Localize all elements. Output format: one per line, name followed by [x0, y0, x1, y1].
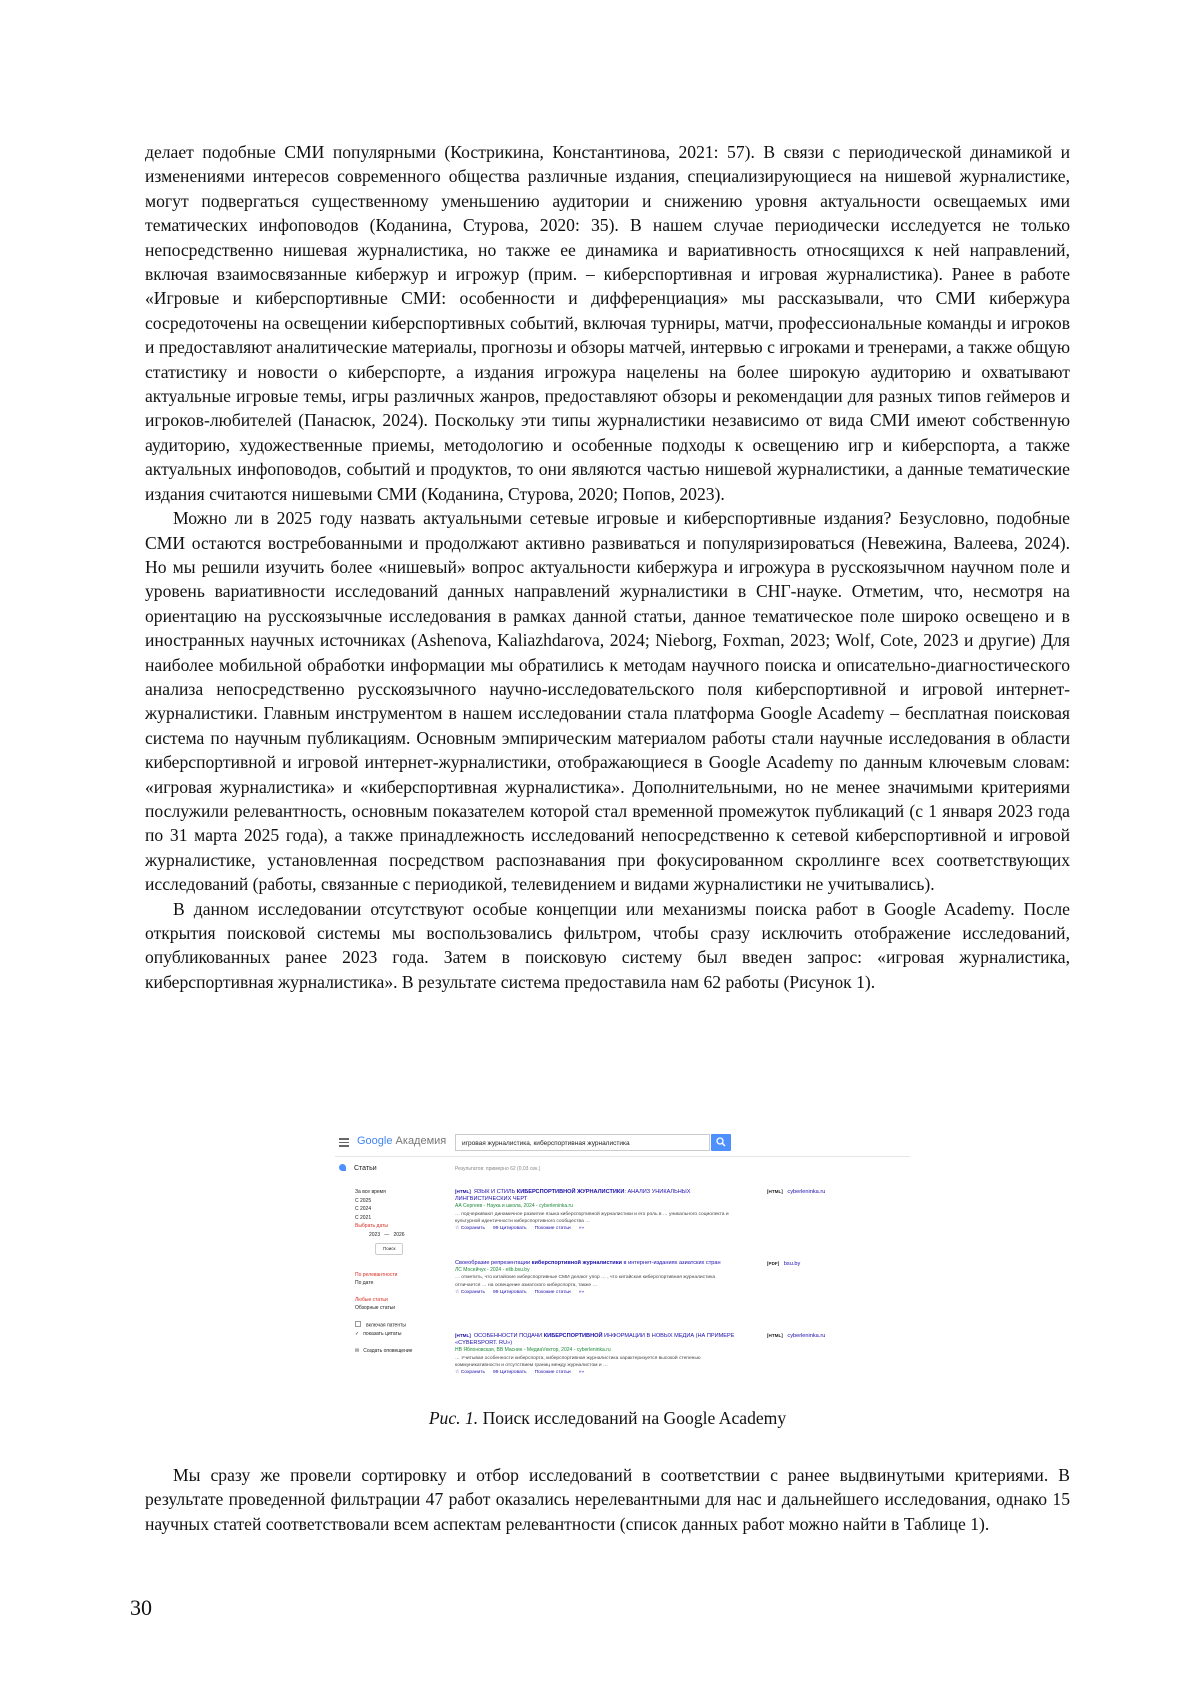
sort-by-relevance[interactable]: По релевантности — [355, 1271, 398, 1278]
figure-google-scholar-screenshot — [335, 1130, 910, 1402]
results-count: Результатов: примерно 62 (0,03 сек.) — [455, 1166, 541, 1172]
articles-label: Статьи — [354, 1165, 377, 1172]
result-item — [455, 1188, 895, 1232]
result-actions — [455, 1225, 895, 1232]
result-side-link[interactable]: [PDF] bsu.by — [767, 1261, 801, 1267]
body-text-top — [145, 140, 1070, 994]
mail-icon: ✉ — [355, 1347, 360, 1354]
paragraph-4: Мы сразу же провели сортировку и отбор исследований в соответствии с ранее выдвинутыми критериями. В результате проведенной фильтрации 47 работ оказались нерелевантными для нас и дальнейшего исследования, однако 15 научных статей соответствовали всем аспектам релевантности (список данных работ можно найти в Таблице 1). — [145, 1465, 1070, 1534]
create-alert-label: Создать оповещение — [363, 1347, 413, 1354]
create-alert-link[interactable] — [355, 1347, 445, 1356]
page-number: 30 — [130, 1595, 152, 1620]
result-authors: НВ Яблоновская, ВВ Маснин - МедиаVектор, 2024 - cyberleninka.ru — [455, 1347, 611, 1354]
caption-label: Рис. 1. — [428, 1408, 479, 1428]
result-authors: АА Сергеев - Наука и школа, 2024 - cyberleninka.ru — [455, 1203, 573, 1210]
result-actions — [455, 1289, 895, 1296]
result-snippet: … Учитывая особенности киберспорта, киберспортивная журналистика характеризуется высокой степенью коммуникативности и отсутствием границ между журналистом и … — [455, 1355, 701, 1368]
gs-logo-google: Google — [357, 1135, 393, 1147]
save-link[interactable]: ☆ Сохранить — [455, 1289, 486, 1295]
related-link[interactable]: Похожие статьи — [534, 1289, 571, 1295]
include-patents-checkbox[interactable] — [355, 1321, 445, 1330]
articles-icon — [339, 1164, 346, 1171]
show-citations-checkbox[interactable] — [355, 1330, 445, 1339]
paragraph-1: делает подобные СМИ популярными (Кострикина, Константинова, 2021: 57). В связи с периодической динамикой и изменениями интересов современного общества различные издания, специализирующиеся на нишевой журналистике, могут подвергаться существенному уменьшению аудитории и снижению уровня актуальности освещаемых ими тематических инфоповодов (Коданина, Стурова, 2020: 35). В нашем случае периодически исследуется не только непосредственно нишевая журналистика, но также ее динамика и вариативность относящихся к ней направлений, включая взаимосвязанные кибержур и игрожур (прим. – киберспортивная и игровая журналистика). Ранее в работе «Игровые и киберспортивные СМИ: особенности и дифференциация» мы рассказывали, что СМИ кибержура сосредоточены на освещении киберспортивных событий, включая турниры, матчи, профессиональные команды и игроков и предоставляют аналитические материалы, прогнозы и обзоры матчей, интервью с игроками и тренерами, а также общую статистику и новости о киберспорте, а издания игрожура нацелены на более широкую аудиторию и охватывают актуальные игровые темы, игры различных жанров, предоставляют обзоры и рекомендации для разных типов геймеров и игроков-любителей (Панасюк, 2024). Поскольку эти типы журналистики независимо от вида СМИ имеют собственную аудиторию, художественные приемы, методологию и особенные подходы к освещению игр и киберспорта, а также актуальных инфоповодов, событий и продуктов, то они являются частью нишевой журналистики, а данные тематические издания считаются нишевыми СМИ (Коданина, Стурова, 2020; Попов, 2023). — [145, 142, 1070, 504]
result-snippet: … отметить, что китайские киберспортивные СМИ делают упор … , что китайская киберспортивная журналистика отличается … на освещение азиатского киберспорта, также … — [455, 1275, 716, 1288]
gs-header — [335, 1130, 910, 1157]
gs-sidebar — [355, 1188, 445, 1355]
body-text-bottom — [145, 1463, 1070, 1536]
result-title[interactable]: [HTML] ЯЗЫК И СТИЛЬ КИБЕРСПОРТИВНОЙ ЖУРНАЛИСТИКИ: АНАЛИЗ УНИКАЛЬНЫХ ЛИНГВИСТИЧЕСКИХ ЧЕРТ — [455, 1189, 691, 1203]
filter-any-time[interactable]: За все время — [355, 1189, 386, 1195]
save-link[interactable]: ☆ Сохранить — [455, 1370, 486, 1376]
cite-link[interactable]: 99 Цитировать — [493, 1289, 527, 1295]
include-patents-label: включая патенты — [366, 1322, 406, 1329]
articles-tab[interactable] — [339, 1164, 377, 1172]
result-snippet: … подчеркивают динамичное развитие языка киберспортивной журналистики и его роль в … уникального социолекта и культурной идентичности киберспортивного сообщества … — [455, 1211, 729, 1224]
show-citations-label: показать цитаты — [363, 1331, 402, 1338]
search-icon — [716, 1137, 726, 1147]
paragraph-3: В данном исследовании отсутствуют особые концепции или механизмы поиска работ в Google Academy. После открытия поисковой системы мы воспользовались фильтром, чтобы сразу исключить отображение исследований, опубликованных ранее 2023 года. Затем в поисковую систему был введен запрос: «игровая журналистика, киберспортивная журналистика». В результате система предоставила нам 62 работы (Рисунок 1). — [145, 898, 1070, 992]
type-any[interactable]: Любые статьи — [355, 1296, 388, 1303]
result-title[interactable]: [HTML] ОСОБЕННОСТИ ПОДАЧИ КИБЕРСПОРТИВНОЙ ИНФОРМАЦИИ В НОВЫХ МЕДИА (НА ПРИМЕРЕ «CYBERSPORT. RU») — [455, 1333, 735, 1347]
caption-text: Поиск исследований на Google Academy — [478, 1408, 787, 1428]
result-side-link[interactable]: [HTML] cyberleninka.ru — [767, 1333, 826, 1339]
result-side-link[interactable]: [HTML] cyberleninka.ru — [767, 1189, 826, 1195]
result-type: [HTML] — [455, 1333, 471, 1338]
range-search-button[interactable]: Поиск — [375, 1243, 403, 1255]
search-input[interactable]: игровая журналистика, киберспортивная журналистика — [455, 1134, 710, 1151]
cite-link[interactable]: 99 Цитировать — [493, 1370, 527, 1376]
range-from-input[interactable]: 2023 — [369, 1231, 381, 1238]
related-link[interactable]: Похожие статьи — [534, 1370, 571, 1376]
result-title[interactable]: Своеобразие репрезентации киберспортивной журналистики в интернет-изданиях азиатских стран — [455, 1260, 721, 1266]
type-review[interactable]: Обзорные статьи — [355, 1305, 396, 1312]
search-button[interactable] — [711, 1134, 731, 1151]
related-link[interactable]: Похожие статьи — [534, 1226, 571, 1232]
more-link[interactable]: »» — [578, 1289, 585, 1295]
gs-logo[interactable] — [357, 1135, 446, 1147]
filter-since-2021[interactable]: С 2021 — [355, 1214, 372, 1221]
filter-since-2025[interactable]: С 2025 — [355, 1197, 372, 1204]
more-link[interactable]: »» — [578, 1226, 585, 1232]
range-to-input[interactable]: 2026 — [393, 1231, 405, 1238]
result-actions — [455, 1369, 895, 1376]
gs-logo-academy: Академия — [395, 1135, 447, 1147]
checkmark-icon: ✓ — [355, 1331, 360, 1338]
date-range — [369, 1231, 445, 1240]
result-type: [HTML] — [455, 1189, 471, 1194]
sort-by-date[interactable]: По дате — [355, 1280, 374, 1287]
filter-custom-range[interactable]: Выбрать даты — [355, 1223, 389, 1230]
menu-icon[interactable] — [339, 1138, 349, 1146]
filter-since-2024[interactable]: С 2024 — [355, 1206, 372, 1213]
save-link[interactable]: ☆ Сохранить — [455, 1226, 486, 1232]
more-link[interactable]: »» — [578, 1370, 585, 1376]
result-authors: ЛС Мосейчук - 2024 - elib.bsu.by — [455, 1267, 530, 1274]
result-item — [455, 1260, 895, 1296]
cite-link[interactable]: 99 Цитировать — [493, 1226, 527, 1232]
result-item — [455, 1332, 895, 1376]
range-dash: — — [384, 1231, 390, 1238]
checkbox-icon — [355, 1321, 361, 1327]
figure-caption — [145, 1406, 1070, 1430]
paragraph-2: Можно ли в 2025 году назвать актуальными сетевые игровые и киберспортивные издания? Безусловно, подобные СМИ остаются востребованными и продолжают активно развиваться и популяризироваться (Невежина, Валеева, 2024). Но мы решили изучить более «нишевый» вопрос актуальности кибержура и игрожура в русскоязычном научном поле и уровень вариативности исследований данных направлений журналистики в СНГ-науке. Отметим, что, несмотря на ориентацию на русскоязычные исследования в рамках данной статьи, данное тематическое поле широко освещено и в иностранных научных источниках (Ashenova, Kaliazhdarova, 2024; Nieborg, Foxman, 2023; Wolf, Cote, 2023 и другие) Для наиболее мобильной обработки информации мы обратились к методам научного поиска и описательно-диагностического анализа непосредственно русскоязычного научно-исследовательского поля киберспортивной и игровой интернет-журналистики. Главным инструментом в нашем исследовании стала платформа Google Academy – бесплатная поисковая система по научным публикациям. Основным эмпирическим материалом работы стали научные исследования в области киберспортивной и игровой интернет-журналистики, отображающиеся в Google Academy по данным ключевым словам: «игровая журналистика» и «киберспортивная журналистика». Дополнительными, но не менее значимыми критериями послужили релевантность, основным показателем которой стал временной промежуток публикаций (с 1 января 2023 года по 31 марта 2025 года), а также принадлежность исследований непосредственно к сетевой киберспортивной и игровой журналистике, установленная посредством распознавания при фокусированном скроллинге всех соответствующих исследований (работы, связанные с периодикой, телевидением и видами журналистики не учитывались). — [145, 508, 1070, 895]
